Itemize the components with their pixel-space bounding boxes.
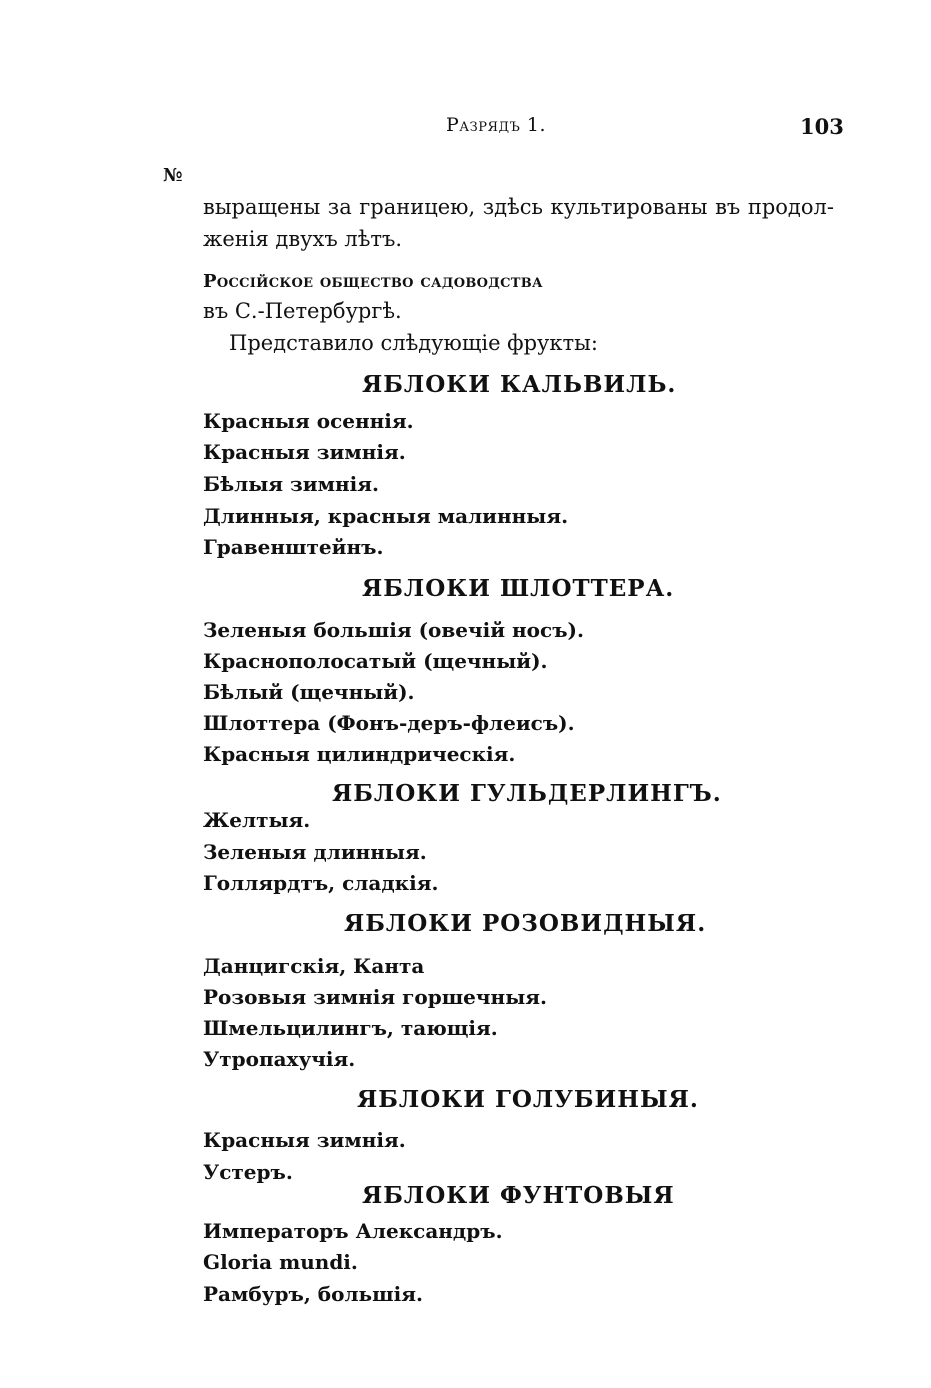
section-heading: ЯБЛОКИ ГУЛЬДЕРЛИНГЪ. bbox=[332, 780, 722, 807]
list-item: Розовыя зимнія горшечныя. bbox=[203, 985, 547, 1009]
list-item: Красныя осеннія. bbox=[203, 409, 414, 433]
intro-line-2: женія двухъ лѣтъ. bbox=[203, 227, 403, 251]
list-item: Рамбуръ, большія. bbox=[203, 1282, 423, 1306]
list-item: Бѣлый (щечный). bbox=[203, 680, 415, 704]
list-item: Данцигскія, Канта bbox=[203, 954, 425, 978]
number-column-mark: № bbox=[163, 165, 183, 186]
society-location: въ С.-Петербургѣ. bbox=[203, 299, 402, 323]
section-heading: ЯБЛОКИ КАЛЬВИЛЬ. bbox=[362, 371, 677, 398]
page-number: 103 bbox=[800, 114, 844, 139]
section-heading: ЯБЛОКИ ФУНТОВЫЯ bbox=[362, 1182, 675, 1209]
intro-word: въ bbox=[715, 195, 741, 219]
list-item: Шмельцилингъ, тающія. bbox=[203, 1016, 498, 1040]
intro-line-1 bbox=[203, 193, 834, 221]
society-name: Россійское общество садоводства bbox=[203, 271, 543, 292]
section-heading: ЯБЛОКИ ГОЛУБИНЫЯ. bbox=[357, 1086, 699, 1113]
presented-line: Представило слѣдующіе фрукты: bbox=[229, 331, 598, 355]
section-heading: ЯБЛОКИ ШЛОТТЕРА. bbox=[362, 575, 675, 602]
list-item: Императоръ Александръ. bbox=[203, 1219, 503, 1243]
list-item: Краснополосатый (щечный). bbox=[203, 649, 548, 673]
list-item: Голлярдтъ, сладкія. bbox=[203, 871, 439, 895]
running-head: Разрядъ 1. bbox=[446, 114, 547, 136]
intro-word: продол- bbox=[747, 195, 834, 219]
list-item: Красныя цилиндрическія. bbox=[203, 742, 516, 766]
list-item: Бѣлыя зимнія. bbox=[203, 472, 379, 496]
list-item: Длинныя, красныя малинныя. bbox=[203, 504, 569, 528]
list-item: Зеленыя длинныя. bbox=[203, 840, 427, 864]
section-heading: ЯБЛОКИ РОЗОВИДНЫЯ. bbox=[344, 910, 707, 937]
list-item: Желтыя. bbox=[203, 808, 311, 832]
intro-word: выращены bbox=[203, 195, 321, 219]
list-item: Утропахучія. bbox=[203, 1047, 356, 1071]
list-item: Зеленыя большія (овечій носъ). bbox=[203, 618, 584, 642]
list-item: Устеръ. bbox=[203, 1160, 293, 1184]
list-item: Шлоттера (Фонъ-деръ-флеисъ). bbox=[203, 711, 575, 735]
list-item: Красныя зимнія. bbox=[203, 440, 406, 464]
list-item: Gloria mundi. bbox=[203, 1250, 358, 1274]
list-item: Гравенштейнъ. bbox=[203, 535, 384, 559]
intro-word: здѣсь bbox=[482, 195, 543, 219]
intro-word: за bbox=[327, 195, 352, 219]
intro-word: культированы bbox=[550, 195, 708, 219]
list-item: Красныя зимнія. bbox=[203, 1128, 406, 1152]
intro-word: границею, bbox=[359, 195, 476, 219]
